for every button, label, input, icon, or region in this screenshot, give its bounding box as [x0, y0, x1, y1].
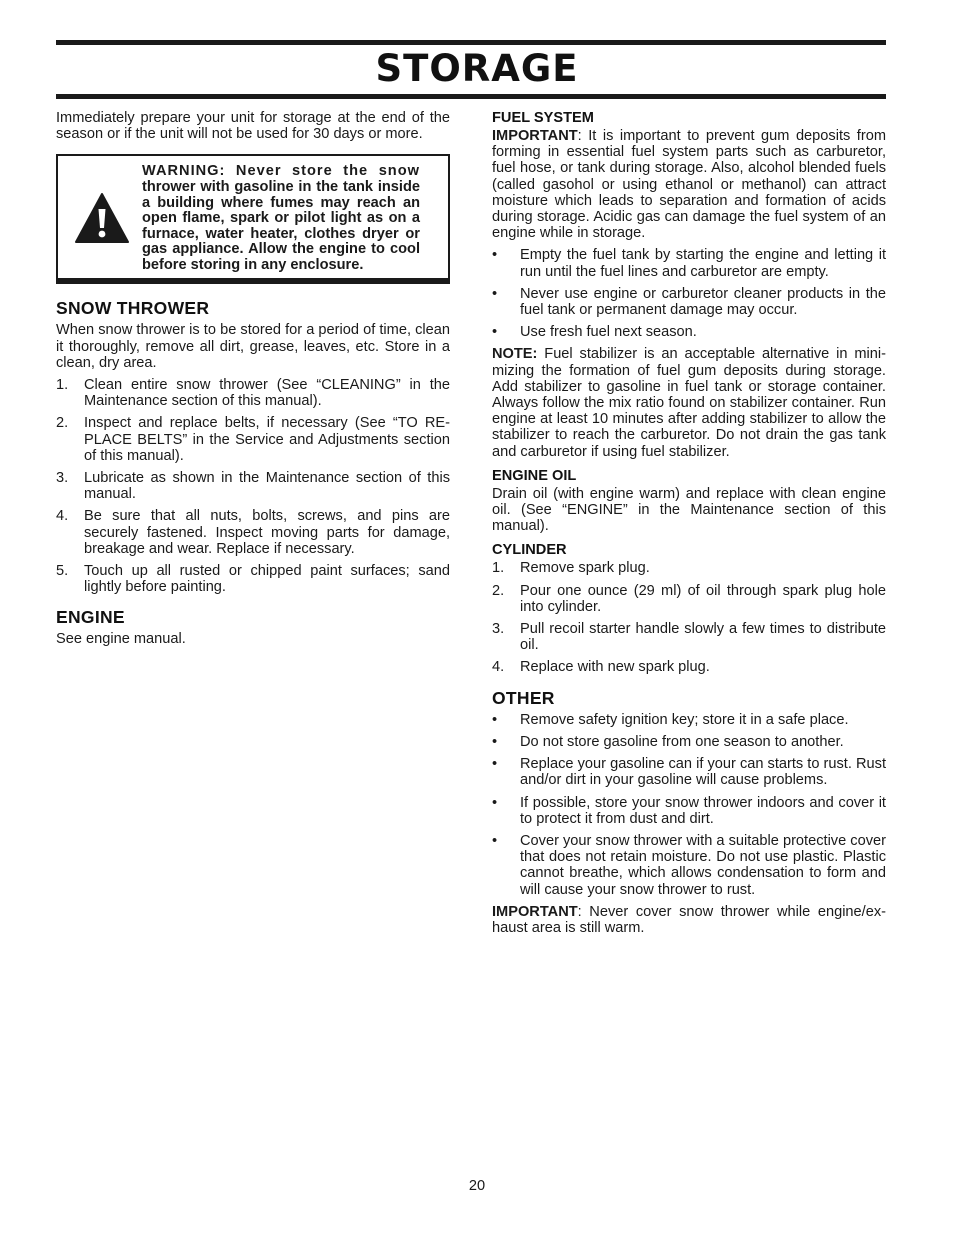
- important-label: IMPORTANT: [492, 903, 578, 920]
- list-item: [56, 377, 450, 409]
- step-number: 4.: [56, 508, 69, 525]
- list-item: [492, 286, 886, 318]
- other-heading: OTHER: [492, 687, 555, 708]
- note-label: NOTE:: [492, 346, 538, 363]
- list-item: [56, 563, 450, 595]
- important-label: IMPORTANT: [492, 128, 578, 144]
- warning-text: [142, 164, 420, 273]
- bullet-marker: •: [492, 794, 498, 811]
- bullet-marker: •: [492, 832, 498, 849]
- cylinder-steps: [492, 560, 886, 675]
- snow-thrower-heading: SNOW THROWER: [56, 298, 210, 319]
- step-text: Lubricate as shown in the Maintenance section of this manual.: [84, 470, 450, 503]
- list-item: [56, 470, 450, 502]
- list-item: [492, 621, 886, 653]
- bullet-marker: •: [492, 247, 498, 264]
- important-text: : It is important to prevent gum deposits from forming in essential fuel system parts such as carburetor, fuel hose, or tank during storage. Also, alcohol blended fuels (called gasohol or using ethanol or methanol) can attract moisture which leads to separation and formation of acids during storage. Acidic gas can damage the fuel system of an engine while in storage.: [492, 128, 886, 242]
- list-item: [492, 560, 886, 576]
- step-text: Replace with new spark plug.: [520, 659, 710, 676]
- list-item: [56, 508, 450, 557]
- list-item: [492, 247, 886, 279]
- bullet-text: Do not store gasoline from one season to another.: [520, 733, 844, 750]
- step-number: 2.: [492, 582, 505, 599]
- list-item: [492, 583, 886, 615]
- page-title: STORAGE: [375, 47, 579, 90]
- bullet-text: Empty the fuel tank by starting the engine and letting it run until the fuel lines and carburetor are empty.: [520, 247, 886, 280]
- step-text: Touch up all rusted or chipped paint surfaces; sand lightly before painting.: [84, 563, 450, 596]
- snow-thrower-steps: [56, 377, 450, 595]
- cylinder-heading: CYLINDER: [492, 542, 567, 559]
- warning-box: [56, 154, 450, 284]
- warning-lead: WARNING: Never store the snow: [142, 163, 420, 180]
- intro-paragraph: Immediately prepare your unit for storage at the end of the season or if the unit will not be used for 30 days or more.: [56, 110, 450, 143]
- step-number: 1.: [56, 377, 69, 394]
- bullet-text: Use fresh fuel next season.: [520, 324, 697, 341]
- bullet-marker: •: [492, 285, 498, 302]
- list-item: [492, 712, 886, 728]
- engine-oil-heading: ENGINE OIL: [492, 467, 577, 484]
- bullet-marker: •: [492, 711, 498, 728]
- page-number: 20: [468, 1178, 486, 1194]
- warning-triangle-icon: [74, 192, 130, 244]
- step-number: 5.: [56, 563, 69, 580]
- bullet-marker: •: [492, 733, 498, 750]
- warning-body: thrower with gasoline in the tank inside a building where fumes may reach an open flame, spark or pilot light as on a furnace, water heater, clothes dryer or gas appliance. Allow the engine to cool before storing in any enclosure.: [142, 179, 420, 273]
- list-item: [492, 795, 886, 827]
- step-text: Pour one ounce (29 ml) of oil through spark plug hole into cylinder.: [520, 582, 886, 615]
- step-text: Clean entire snow thrower (See “CLEANING” in the Maintenance section of this manual).: [84, 377, 450, 410]
- list-item: [492, 833, 886, 898]
- list-item: [492, 734, 886, 750]
- bullet-text: Never use engine or carburetor cleaner products in the fuel tank or permanent damage may occur.: [520, 285, 886, 319]
- engine-heading: ENGINE: [56, 607, 125, 628]
- fuel-system-note: [492, 346, 886, 459]
- bullet-text: Remove safety ignition key; store it in a safe place.: [520, 711, 849, 728]
- list-item: [492, 756, 886, 788]
- step-number: 4.: [492, 659, 505, 676]
- bullet-marker: •: [492, 324, 498, 341]
- step-text: Inspect and replace belts, if necessary (See “TO RE-PLACE BELTS” in the Service and Adjustments section of this manual).: [84, 415, 450, 464]
- note-text: Fuel stabilizer is an acceptable alternative in mini-mizing the formation of fuel gum deposits during storage. Add stabilizer to gasoline in fuel tank or storage container. Always follow the mix ratio found on stabilizer container. Run engine at least 10 minutes after adding stabilizer to allow the stabilizer to reach the carburetor. Do not drain the gas tank and carburetor if using fuel stabilizer.: [492, 346, 886, 460]
- step-text: Pull recoil starter handle slowly a few times to distribute oil.: [520, 621, 886, 654]
- fuel-system-bullets: [492, 247, 886, 340]
- other-bullets: [492, 712, 886, 898]
- engine-oil-text: Drain oil (with engine warm) and replace with clean engine oil. (See “ENGINE” in the Maintenance section of this manual).: [492, 485, 886, 535]
- list-item: [492, 324, 886, 340]
- step-number: 1.: [492, 560, 505, 577]
- step-text: Remove spark plug.: [520, 560, 650, 577]
- title-rule-top: [56, 40, 886, 45]
- snow-thrower-intro: When snow thrower is to be stored for a period of time, clean it thoroughly, remove all dirt, grease, leaves, etc. Store in a clean, dry area.: [56, 322, 450, 371]
- list-item: [492, 659, 886, 675]
- left-column: [56, 110, 450, 654]
- right-column: [492, 110, 886, 942]
- bullet-text: If possible, store your snow thrower indoors and cover it to protect it from dust and dirt.: [520, 794, 886, 827]
- bullet-text: Cover your snow thrower with a suitable protective cover that does not retain moisture. Do not use plastic. Plastic cannot breathe, which allows condensation to form and will cause your snow thrower to rust.: [520, 832, 886, 898]
- bullet-text: Replace your gasoline can if your can starts to rust. Rust and/or dirt in your gasoline will cause problems.: [520, 756, 886, 789]
- list-item: [56, 415, 450, 464]
- step-number: 3.: [492, 621, 505, 638]
- title-rule-bottom: [56, 94, 886, 99]
- important-text: : Never cover snow thrower while engine/ex-haust area is still warm.: [492, 903, 886, 936]
- step-number: 3.: [56, 470, 69, 487]
- engine-text: See engine manual.: [56, 631, 186, 648]
- bullet-marker: •: [492, 756, 498, 773]
- step-text: Be sure that all nuts, bolts, screws, and pins are securely fastened. Inspect moving parts for damage, breakage and wear. Replace if necessary.: [84, 508, 450, 557]
- fuel-system-important: [492, 128, 886, 241]
- fuel-system-heading: FUEL SYSTEM: [492, 110, 594, 126]
- other-important: [492, 904, 886, 936]
- step-number: 2.: [56, 415, 69, 432]
